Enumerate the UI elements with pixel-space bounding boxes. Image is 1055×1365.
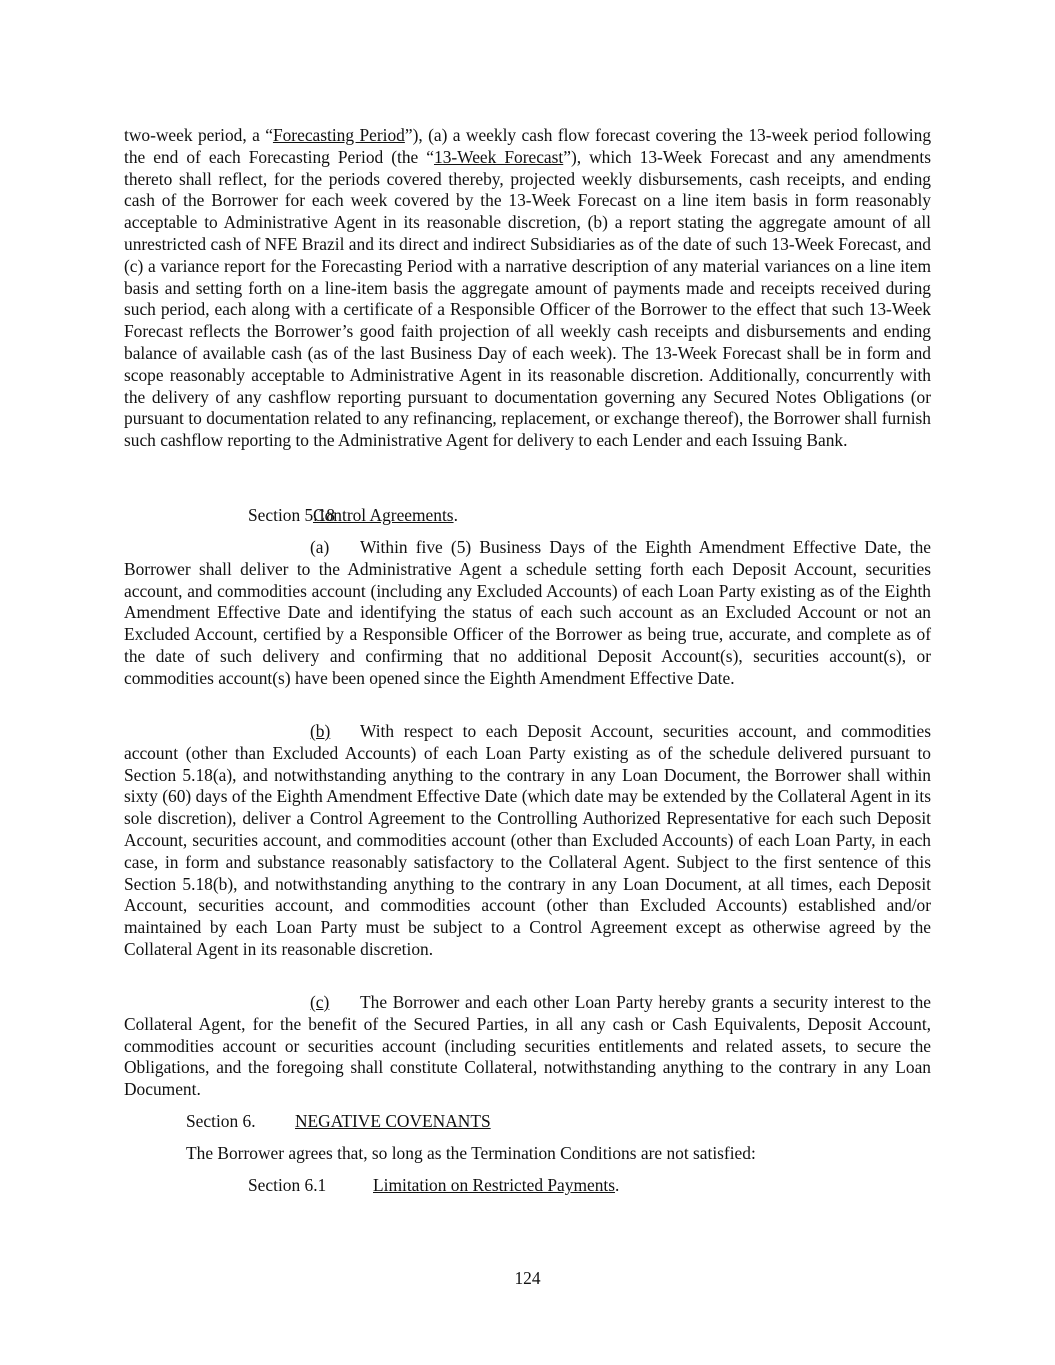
section-5-18-title: Control Agreements	[313, 505, 454, 525]
section-6-1-heading-underlined	[248, 1175, 615, 1195]
paragraph-a-text: Within five (5) Business Days of the Eighth Amendment Effective Date, the Borrower shall deliver to the Administrative Agent a schedule setting forth each Deposit Account, securities account, and commodities account (including any Excluded Accounts) of each Loan Party existing as of the Eighth Amendment Effective Date and identifying the status of each such account as an Excluded Account or not an Excluded Account, certified by a Responsible Officer of the Borrower as being true, accurate, and complete as of the date of such delivery and confirming that no additional Deposit Account(s), securities account(s), or commodities account(s) have been opened since the Eighth Amendment Effective Date.	[124, 537, 931, 688]
section-5-18-period: .	[453, 505, 458, 525]
paragraph-b-text: With respect to each Deposit Account, securities account, and commodities account (other than Excluded Accounts) of each Loan Party existing as of the schedule delivered pursuant to Section 5.18(a), and notwithstanding anything to the contrary in any Loan Document, the Borrower shall within sixty (60) days of the Eighth Amendment Effective Date (which date may be extended by the Collateral Agent in its sole discretion), deliver a Control Agreement to the Controlling Authorized Representative for each such Deposit Account, securities account, and commodities account (other than Excluded Accounts) of each Loan Party, in each case, in form and substance reasonably satisfactory to the Collateral Agent. Subject to the first sentence of this Section 5.18(b), and notwithstanding anything to the contrary in any Loan Document, at all times, each Deposit Account, securities account, and commodities account (other than Excluded Accounts) established and/or maintained by each Loan Party must be subject to a Control Agreement except as otherwise agreed by the Collateral Agent in its reasonable discretion.	[124, 721, 931, 959]
section-5-18-number: Section 5.18	[248, 505, 335, 525]
paragraph-c	[124, 992, 931, 1101]
section-5-18-heading-underlined	[248, 505, 454, 525]
defined-term-13-week-forecast: 13-Week Forecast	[434, 146, 564, 167]
section-6-1-heading	[248, 1175, 619, 1197]
section-5-18-heading	[248, 505, 458, 527]
paragraph-a-label: (a)	[310, 537, 330, 557]
section-6-intro: The Borrower agrees that, so long as the Termination Conditions are not satisfied:	[186, 1143, 756, 1163]
section-6-1-title: Limitation on Restricted Payments	[373, 1175, 615, 1195]
defined-term-forecasting-period: Forecasting Period	[272, 125, 405, 145]
paragraph-b-label: (b)	[310, 721, 331, 741]
paragraph-a	[124, 537, 931, 690]
paragraph-c-text: The Borrower and each other Loan Party hereby grants a security interest to the Collateral Agent, for the benefit of the Secured Parties, in all any cash or Cash Equivalents, Deposit Account, commodities account or securities account (including securities entitlements and related assets, to secure the Obligations, and the foregoing shall constitute Collateral, notwithstanding anything to the contrary in any Loan Document.	[124, 992, 931, 1100]
intro-paragraph	[124, 125, 931, 452]
intro-text-part-2: ”), (a) a weekly cash flow forecast covering the 13-week period following the end of each Forecasting Period (the “	[124, 125, 932, 167]
section-6-1-period: .	[614, 1175, 620, 1195]
section-6-number: Section 6.	[186, 1111, 256, 1131]
section-6-heading-underlined	[186, 1111, 491, 1131]
paragraph-b	[124, 721, 931, 961]
paragraph-b-label-wrap	[310, 721, 360, 743]
section-6-title: NEGATIVE COVENANTS	[295, 1111, 491, 1131]
intro-text-part-3: ”), which 13-Week Forecast and any amendments thereto shall reflect, for the periods covered thereby, projected weekly disbursements, cash receipts, and ending cash of the Borrower for each week covered by the 13-Week Forecast on a line item basis in form reasonably acceptable to Administrative Agent in its reasonable discretion, (b) a report stating the aggregate amount of all unrestricted cash of NFE Brazil and its direct and indirect Subsidiaries as of the date of such 13-Week Forecast, and (c) a variance report for the Forecasting Period with a narrative description of any material variances on a line item basis and setting forth on a line-item basis the aggregate amount of payments made and receipts received during such period, each along with a certificate of a Responsible Officer of the Borrower to the effect that such 13-Week Forecast reflects the Borrower’s good faith projection of all weekly cash receipts and disbursements and ending balance of available cash (as of the last Business Day of each week). The 13-Week Forecast shall be in form and scope reasonably acceptable to Administrative Agent in its reasonable discretion. Additionally, concurrently with the delivery of any cashflow reporting pursuant to documentation governing any Secured Notes Obligations (or pursuant to documentation related to any refinancing, replacement, or exchange thereof), the Borrower shall furnish such cashflow reporting to the Administrative Agent for delivery to each Lender and each Issuing Bank.	[124, 146, 931, 451]
section-6-heading	[186, 1111, 491, 1133]
section-6-1-number: Section 6.1	[248, 1175, 327, 1195]
intro-text-part-1: two-week period, a “	[124, 125, 273, 145]
paragraph-c-label-wrap	[310, 992, 360, 1014]
paragraph-c-label: (c)	[310, 992, 330, 1012]
page-number: 124	[514, 1268, 541, 1288]
